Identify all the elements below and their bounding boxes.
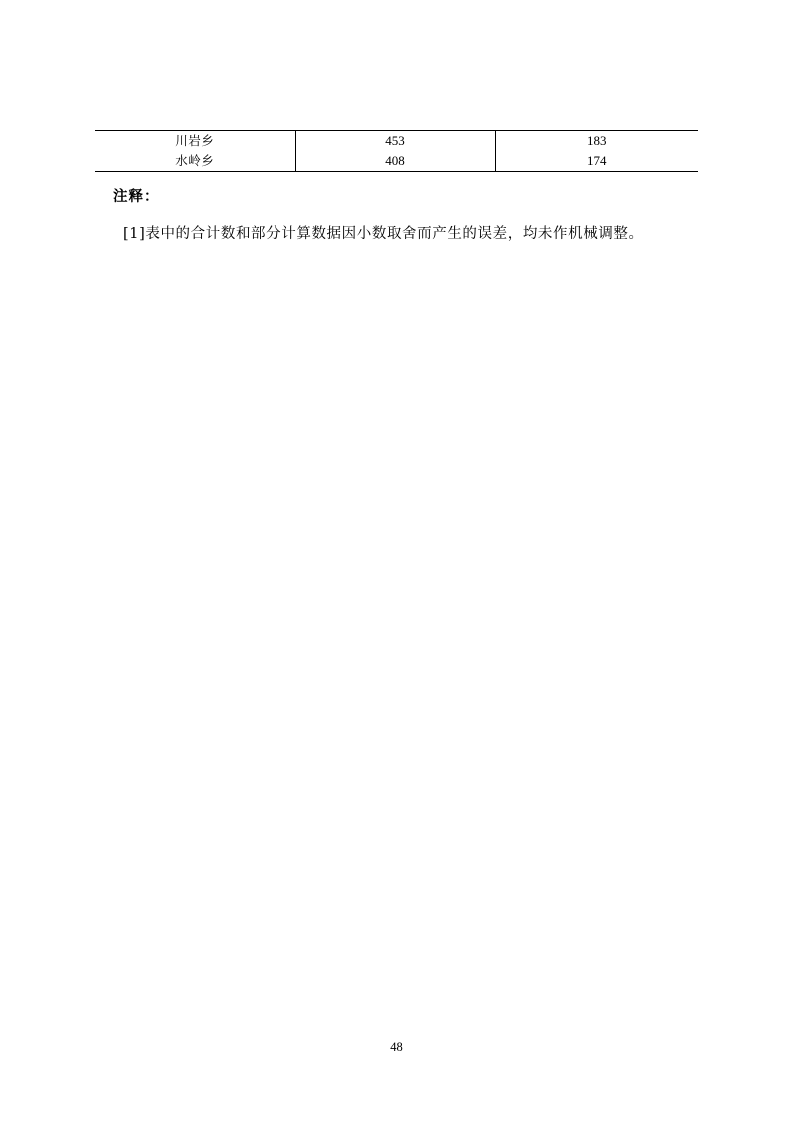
notes-text: [1]表中的合计数和部分计算数据因小数取舍而产生的误差，均未作机械调整。 — [123, 226, 644, 242]
table-cell-value-1: 408 — [295, 151, 495, 171]
table-cell-name: 川岩乡 — [95, 131, 295, 151]
table-cell-value-2: 174 — [495, 151, 698, 171]
table-cell-name: 水岭乡 — [95, 151, 295, 171]
page-content — [95, 130, 698, 251]
table-row — [95, 131, 698, 151]
page-number: 48 — [390, 1040, 403, 1054]
statistics-table — [95, 131, 698, 171]
table-cell-value-1: 453 — [295, 131, 495, 151]
table-cell-value-2: 183 — [495, 131, 698, 151]
notes-heading: 注释： — [113, 189, 160, 205]
table-row — [95, 151, 698, 171]
table-bottom-rule — [95, 171, 698, 172]
